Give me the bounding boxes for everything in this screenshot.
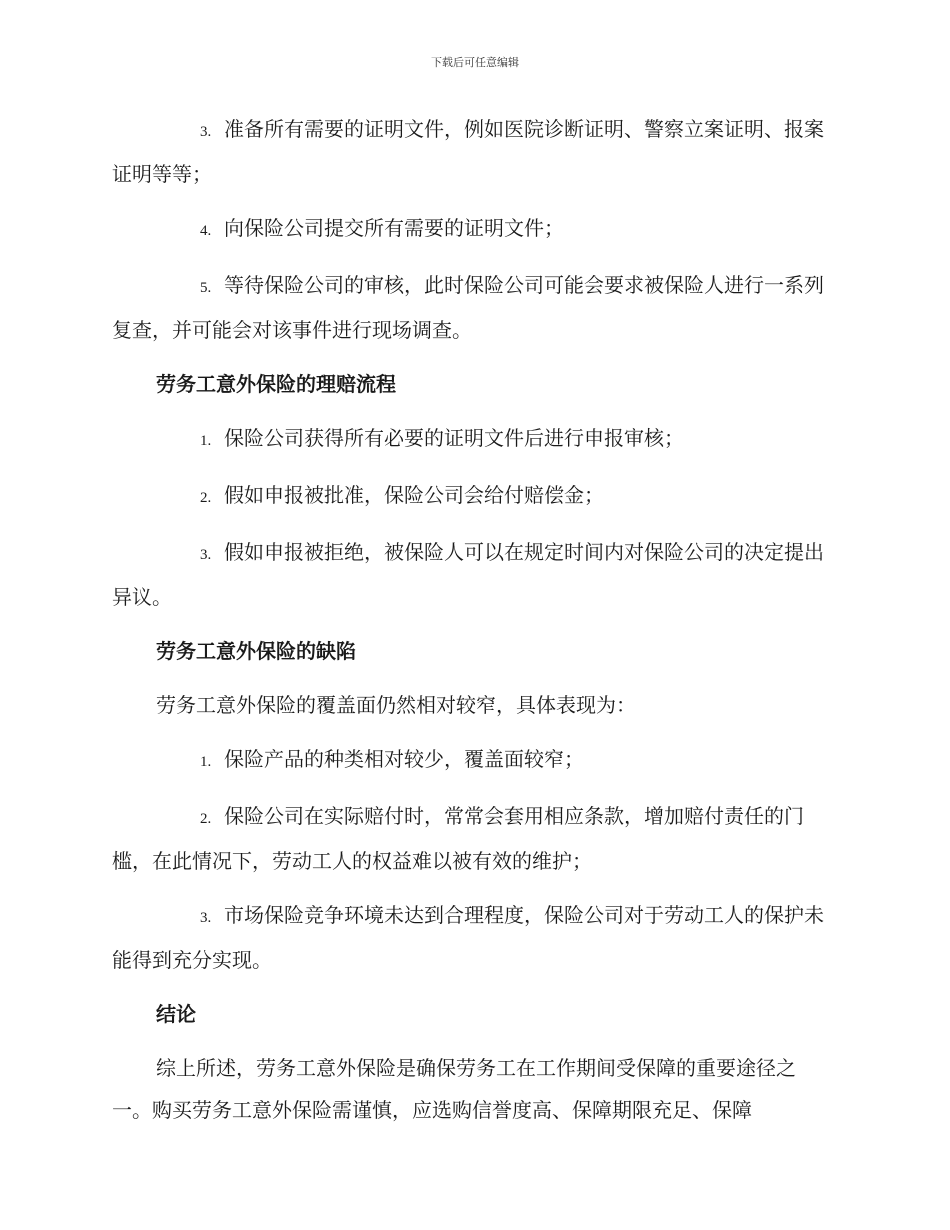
list-number: 4. xyxy=(200,223,212,239)
page-header: 下载后可任意编辑 xyxy=(431,56,519,69)
list-item-text: 保险公司在实际赔付时，常常会套用相应条款，增加赔付责任的门槛，在此情况下，劳动工人的权益难以被有效的维护； xyxy=(112,804,804,873)
paragraph: 综上所述，劳务工意外保险是确保劳务工在工作期间受保障的重要途径之一。购买劳务工意外保险需谨慎，应选购信誉度高、保障期限充足、保障 xyxy=(112,1056,796,1122)
list-item xyxy=(112,738,832,783)
list-number: 1. xyxy=(200,433,212,449)
list-number: 5. xyxy=(200,280,212,296)
paragraph: 劳务工意外保险的覆盖面仍然相对较窄，具体表现为： xyxy=(156,693,636,717)
section-heading: 劳务工意外保险的缺陷 xyxy=(156,639,356,663)
list-item xyxy=(112,264,832,351)
section-heading: 劳务工意外保险的理赔流程 xyxy=(156,372,396,396)
list-item xyxy=(112,795,832,882)
list-item xyxy=(112,474,832,519)
list-number: 1. xyxy=(200,754,212,770)
list-number: 3. xyxy=(200,124,212,140)
list-number: 3. xyxy=(200,910,212,926)
section-heading: 结论 xyxy=(156,1002,196,1026)
document-body xyxy=(112,108,832,1143)
list-number: 3. xyxy=(200,547,212,563)
list-item-text: 保险公司获得所有必要的证明文件后进行申报审核； xyxy=(224,426,684,450)
list-item-text: 保险产品的种类相对较少，覆盖面较窄； xyxy=(224,747,584,771)
list-item-text: 假如申报被拒绝，被保险人可以在规定时间内对保险公司的决定提出异议。 xyxy=(112,540,824,609)
list-item xyxy=(112,417,832,462)
list-item xyxy=(112,531,832,618)
list-number: 2. xyxy=(200,490,212,506)
list-item xyxy=(112,108,832,195)
list-item xyxy=(112,207,832,252)
list-item-text: 市场保险竞争环境未达到合理程度，保险公司对于劳动工人的保护未能得到充分实现。 xyxy=(112,903,824,972)
list-item-text: 向保险公司提交所有需要的证明文件； xyxy=(224,216,564,240)
list-item-text: 假如申报被批准，保险公司会给付赔偿金； xyxy=(224,483,604,507)
list-number: 2. xyxy=(200,811,212,827)
list-item-text: 等待保险公司的审核，此时保险公司可能会要求被保险人进行一系列复查，并可能会对该事件进行现场调查。 xyxy=(112,273,824,342)
list-item xyxy=(112,894,832,981)
list-item-text: 准备所有需要的证明文件，例如医院诊断证明、警察立案证明、报案证明等等； xyxy=(112,117,824,186)
